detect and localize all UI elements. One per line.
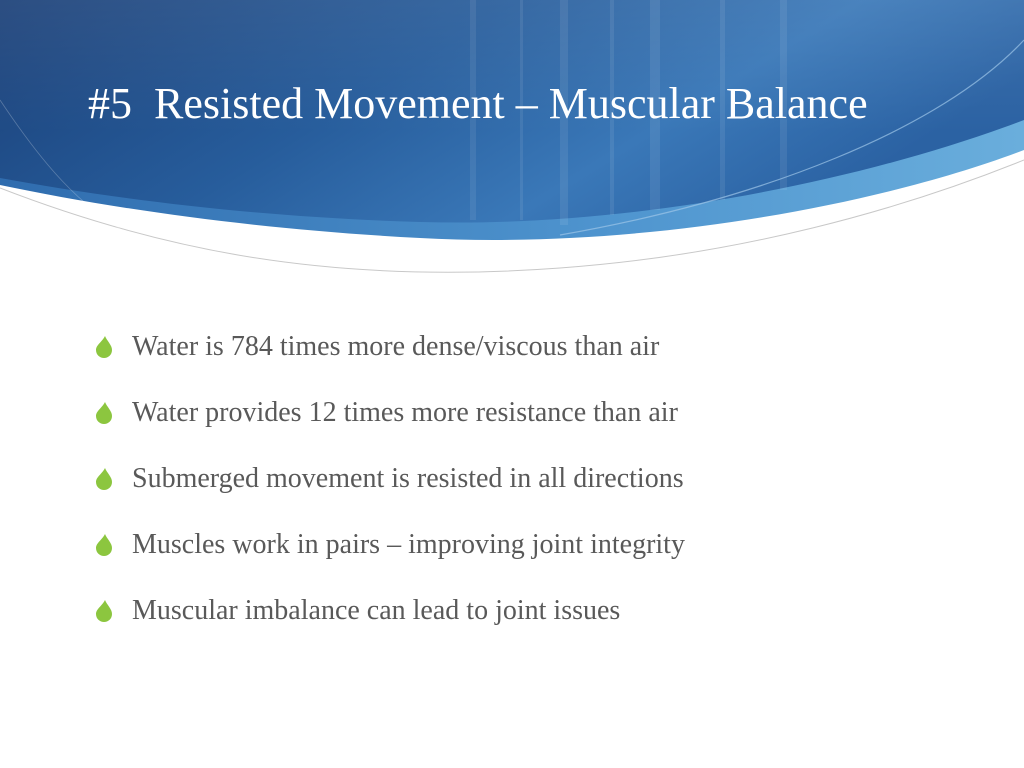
list-item (94, 380, 685, 446)
list-item (94, 512, 685, 578)
bullet-text: Water is 784 times more dense/viscous than air (132, 331, 660, 362)
leaf-bullet-icon (94, 401, 114, 425)
bullet-text: Water provides 12 times more resistance than air (132, 397, 678, 428)
leaf-bullet-icon (94, 599, 114, 623)
list-item (94, 446, 685, 512)
list-item (94, 578, 685, 644)
bullet-text: Submerged movement is resisted in all directions (132, 463, 684, 494)
leaf-bullet-icon (94, 335, 114, 359)
header-wave-background (0, 0, 1024, 300)
bullet-list (94, 314, 685, 644)
slide-title: #5 Resisted Movement – Muscular Balance (88, 79, 868, 128)
bullet-text: Muscles work in pairs – improving joint integrity (132, 529, 685, 560)
leaf-bullet-icon (94, 533, 114, 557)
bullet-text: Muscular imbalance can lead to joint issues (132, 595, 621, 626)
leaf-bullet-icon (94, 467, 114, 491)
list-item (94, 314, 685, 380)
